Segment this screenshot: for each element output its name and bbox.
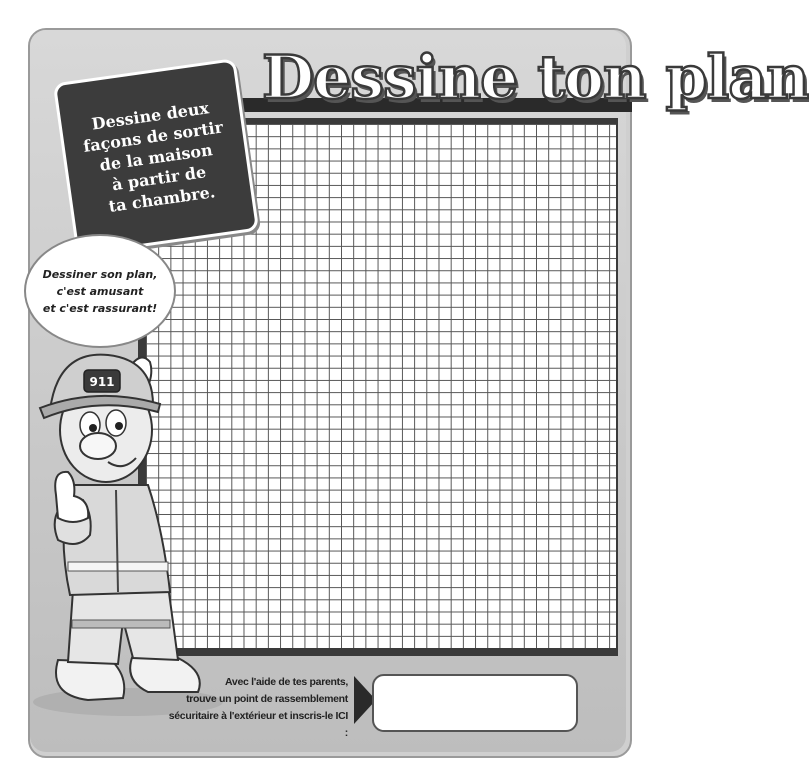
mascot-left-pupil [89, 424, 97, 432]
mascot-right-pupil [115, 422, 123, 430]
speech-bubble-text: Dessiner son plan, c'est amusant et c'est rassurant! [42, 267, 158, 315]
instruction-box [53, 58, 259, 256]
footer-instruction: Avec l'aide de tes parents, trouve un point de rassemblement sécuritaire à l'extérieur et inscris-le ICI : [168, 676, 348, 739]
mascot-left-boot [56, 660, 124, 700]
mascot-helmet-badge-text: 911 [89, 375, 115, 389]
firefighter-mascot-illustration [28, 300, 218, 720]
instruction-text: Dessine deux façons de sortir de la maison à partir de ta chambre. [82, 97, 225, 216]
meeting-point-answer-box[interactable] [372, 674, 578, 732]
page-title: Dessine ton plan [262, 43, 809, 113]
mascot-right-eye [106, 410, 126, 436]
mascot-leg-stripe [72, 620, 170, 628]
mascot-nose [80, 433, 116, 459]
